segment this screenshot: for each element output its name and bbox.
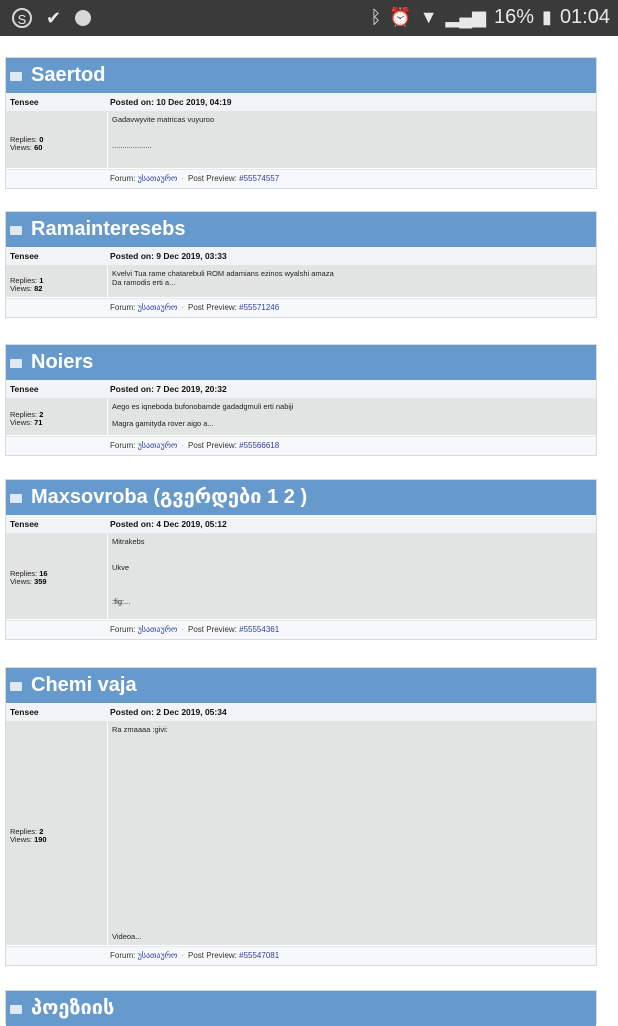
forum-link[interactable]: უსათაურო: [137, 303, 178, 312]
post-preview-link[interactable]: #55566618: [239, 441, 280, 450]
post-preview-text: Mitrakebs Ukve :fig:...: [112, 537, 145, 606]
post-body: [6, 266, 596, 298]
post-stats: Replies: 2 Views: 71: [6, 399, 108, 435]
views-count: 359: [34, 577, 47, 586]
replies-count: 16: [39, 569, 48, 578]
views-count: 71: [34, 418, 43, 427]
post-card: [5, 211, 597, 318]
post-meta: [6, 380, 596, 399]
post-body: [6, 399, 596, 436]
post-header: [6, 212, 596, 247]
post-meta: [6, 515, 596, 534]
alarm-icon: ⏰: [389, 7, 412, 27]
post-stats: Replies: 0 Views: 60: [6, 112, 108, 168]
post-header: [6, 58, 596, 93]
post-preview-link[interactable]: #55571246: [239, 303, 280, 312]
replies-count: 2: [39, 827, 44, 836]
notification-dot-icon: [75, 10, 91, 26]
post-meta: [6, 703, 596, 722]
post-header: [6, 668, 596, 703]
post-stats: Replies: 2 Views: 190: [6, 722, 108, 945]
post-date: Posted on: 2 Dec 2019, 05:34: [110, 707, 227, 717]
post-header: [6, 480, 596, 515]
post-preview-text: Ra zmaaaa :givi: Videoa...: [112, 725, 168, 941]
post-preview-text: Aego es iqneboda bufonobamde gadadgmuli erti nabiji Magra gamityda rover aigo a...: [112, 402, 294, 428]
post-preview-link[interactable]: #55547081: [239, 951, 280, 960]
post-footer: Forum: უსათაურო · Post Preview: #55554361: [6, 620, 596, 639]
post-header: [6, 345, 596, 380]
post-body: [6, 534, 596, 620]
post-footer: Forum: უსათაურო · Post Preview: #55566618: [6, 436, 596, 455]
replies-count: 0: [39, 135, 44, 144]
views-count: 82: [34, 284, 43, 293]
envelope-icon: [10, 72, 22, 81]
post-preview-link[interactable]: #55554361: [239, 625, 280, 634]
post-footer: Forum: უსათაურო · Post Preview: #55571246: [6, 298, 596, 317]
post-title[interactable]: Saertod: [31, 64, 106, 86]
post-title[interactable]: პოეზიის: [31, 997, 115, 1019]
post-preview-text: Gadavwyvite matricas vuyuroo ...................: [112, 115, 215, 150]
signal-icon: ▂▄▆: [445, 7, 486, 27]
post-title[interactable]: Noiers: [31, 351, 94, 373]
post-card: [5, 667, 597, 966]
post-date: Posted on: 4 Dec 2019, 05:12: [110, 519, 227, 529]
post-meta: [6, 247, 596, 266]
post-header: [6, 991, 596, 1026]
post-stats: Replies: 1 Views: 82: [6, 266, 108, 297]
post-card: [5, 57, 597, 189]
envelope-icon: [10, 682, 22, 691]
post-body: [6, 722, 596, 946]
post-footer: Forum: უსათაურო · Post Preview: #55547081: [6, 946, 596, 965]
post-date: Posted on: 9 Dec 2019, 03:33: [110, 251, 227, 261]
post-preview-text: Kvelvi Tua rame chatarebuli ROM adamians ezinos wyalshi amaza Da ramodis erti a...: [112, 269, 334, 287]
status-bar: [0, 0, 618, 36]
forum-link[interactable]: უსათაურო: [137, 441, 178, 450]
views-count: 190: [34, 835, 47, 844]
wifi-icon: ▼: [419, 7, 438, 27]
post-date: Posted on: 7 Dec 2019, 20:32: [110, 384, 227, 394]
bluetooth-icon: ᛒ: [370, 7, 382, 27]
forum-link[interactable]: უსათაურო: [137, 625, 178, 634]
post-meta: [6, 93, 596, 112]
post-title[interactable]: Ramainteresebs: [31, 218, 186, 240]
post-card: [5, 479, 597, 640]
envelope-icon: [10, 359, 22, 368]
post-body: [6, 112, 596, 169]
post-card: [5, 344, 597, 456]
post-author[interactable]: Tensee: [10, 707, 39, 717]
post-author[interactable]: Tensee: [10, 251, 39, 261]
post-footer: Forum: უსათაურო · Post Preview: #55574557: [6, 169, 596, 188]
envelope-icon: [10, 226, 22, 235]
battery-percent: 16%: [494, 5, 535, 28]
battery-icon: ▮: [542, 7, 552, 27]
post-card: [5, 990, 597, 1024]
envelope-icon: [10, 1005, 22, 1014]
views-count: 60: [34, 143, 43, 152]
post-author[interactable]: Tensee: [10, 519, 39, 529]
checkmark-icon: ✔: [46, 8, 62, 28]
post-date: Posted on: 10 Dec 2019, 04:19: [110, 97, 232, 107]
post-title[interactable]: Chemi vaja: [31, 674, 137, 696]
clock: 01:04: [559, 5, 610, 28]
forum-link[interactable]: უსათაურო: [137, 174, 178, 183]
replies-count: 2: [39, 410, 44, 419]
post-author[interactable]: Tensee: [10, 384, 39, 394]
post-author[interactable]: Tensee: [10, 97, 39, 107]
post-preview-link[interactable]: #55574557: [239, 174, 280, 183]
forum-link[interactable]: უსათაურო: [137, 951, 178, 960]
skype-icon: S: [12, 8, 32, 28]
envelope-icon: [10, 494, 22, 503]
replies-count: 1: [39, 276, 44, 285]
post-stats: Replies: 16 Views: 359: [6, 534, 108, 619]
post-title[interactable]: Maxsovroba (გვერდები 1 2 ): [31, 486, 308, 508]
